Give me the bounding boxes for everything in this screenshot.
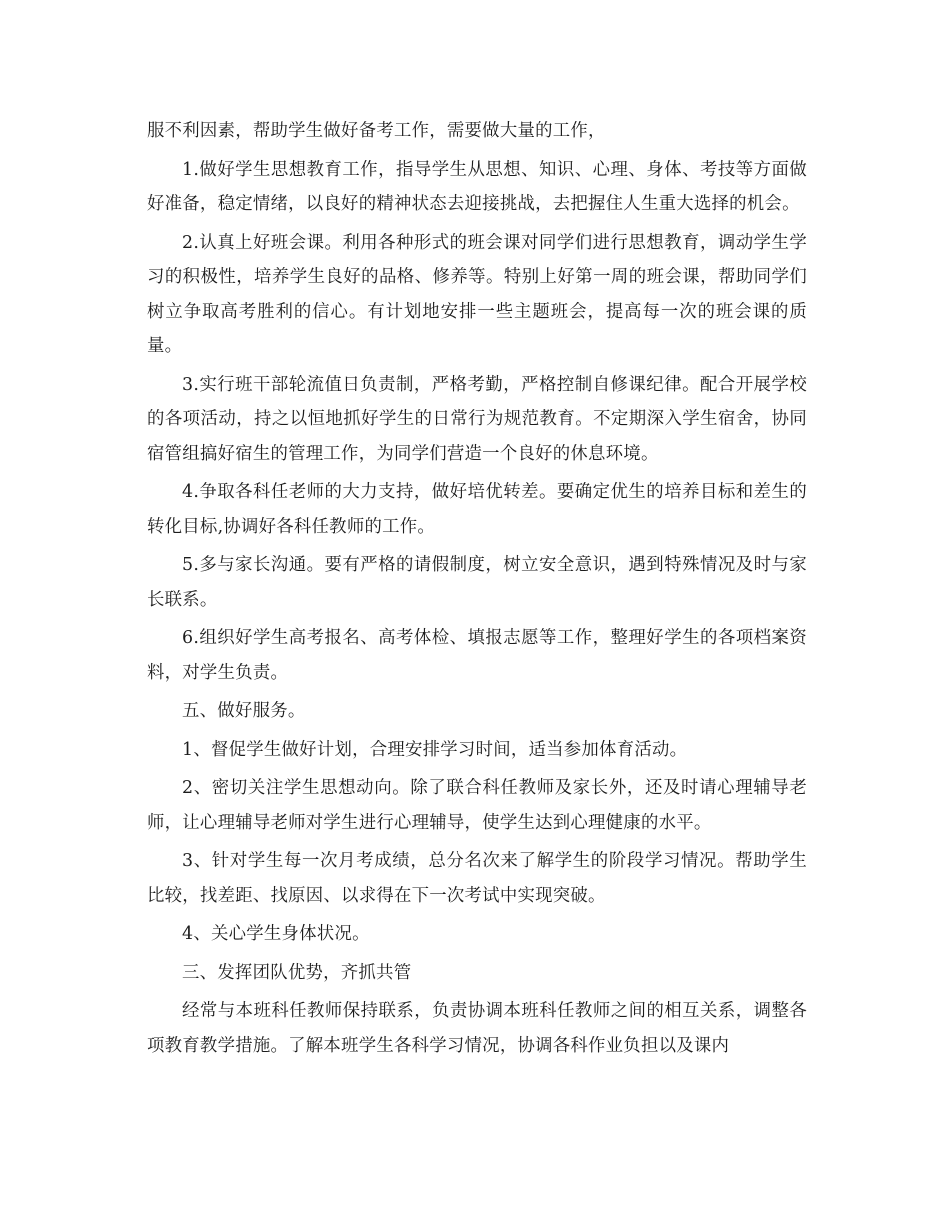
section-heading-team: 三、发挥团队优势，齐抓共管 [182, 962, 412, 983]
paragraph-team-body: 经常与本班科任教师保持联系，负责协调本班科任教师之间的相互关系，调整各项教育教学措施。了解本班学生各科学习情况，协调各科作业负担以及课内 [147, 1001, 807, 1056]
paragraph-item-1: 1.做好学生思想教育工作，指导学生从思想、知识、心理、身体、考技等方面做好准备，稳定情绪，以良好的精神状态去迎接挑战，去把握住人生重大选择的机会。 [147, 159, 807, 214]
service-item-3: 3、针对学生每一次月考成绩，总分名次来了解学生的阶段学习情况。帮助学生比较，找差距、找原因、以求得在下一次考试中实现突破。 [147, 851, 807, 906]
paragraph-item-6: 6.组织好学生高考报名、高考体检、填报志愿等工作，整理好学生的各项档案资料，对学生负责。 [147, 628, 807, 683]
paragraph-continuation: 服不利因素，帮助学生做好备考工作，需要做大量的工作， [147, 121, 606, 141]
paragraph-item-5: 5.多与家长沟通。要有严格的请假制度，树立安全意识，遇到特殊情况及时与家长联系。 [147, 555, 807, 610]
document-body [147, 114, 807, 1067]
paragraph-item-3: 3.实行班干部轮流值日负责制，严格考勤，严格控制自修课纪律。配合开展学校的各项活动，持之以恒地抓好学生的日常行为规范教育。不定期深入学生宿舍，协同宿管组搞好宿生的管理工作，为同学们营造一个良好的休息环境。 [147, 374, 807, 464]
section-heading-service: 五、做好服务。 [182, 701, 306, 721]
paragraph-item-4: 4.争取各科任老师的大力支持，做好培优转差。要确定优生的培养目标和差生的转化目标,协调好各科任教师的工作。 [147, 482, 807, 537]
paragraph-item-2: 2.认真上好班会课。利用各种形式的班会课对同学们进行思想教育，调动学生学习的积极性，培养学生良好的品格、修养等。特别上好第一周的班会课，帮助同学们树立争取高考胜利的信心。有计划地安排一些主题班会，提高每一次的班会课的质量。 [147, 232, 807, 356]
service-item-4: 4、关心学生身体状况。 [182, 924, 370, 944]
service-item-2: 2、密切关注学生思想动向。除了联合科任教师及家长外，还及时请心理辅导老师，让心理辅导老师对学生进行心理辅导，使学生达到心理健康的水平。 [147, 778, 807, 833]
service-item-1: 1、督促学生做好计划，合理安排学习时间，适当参加体育活动。 [182, 739, 688, 760]
